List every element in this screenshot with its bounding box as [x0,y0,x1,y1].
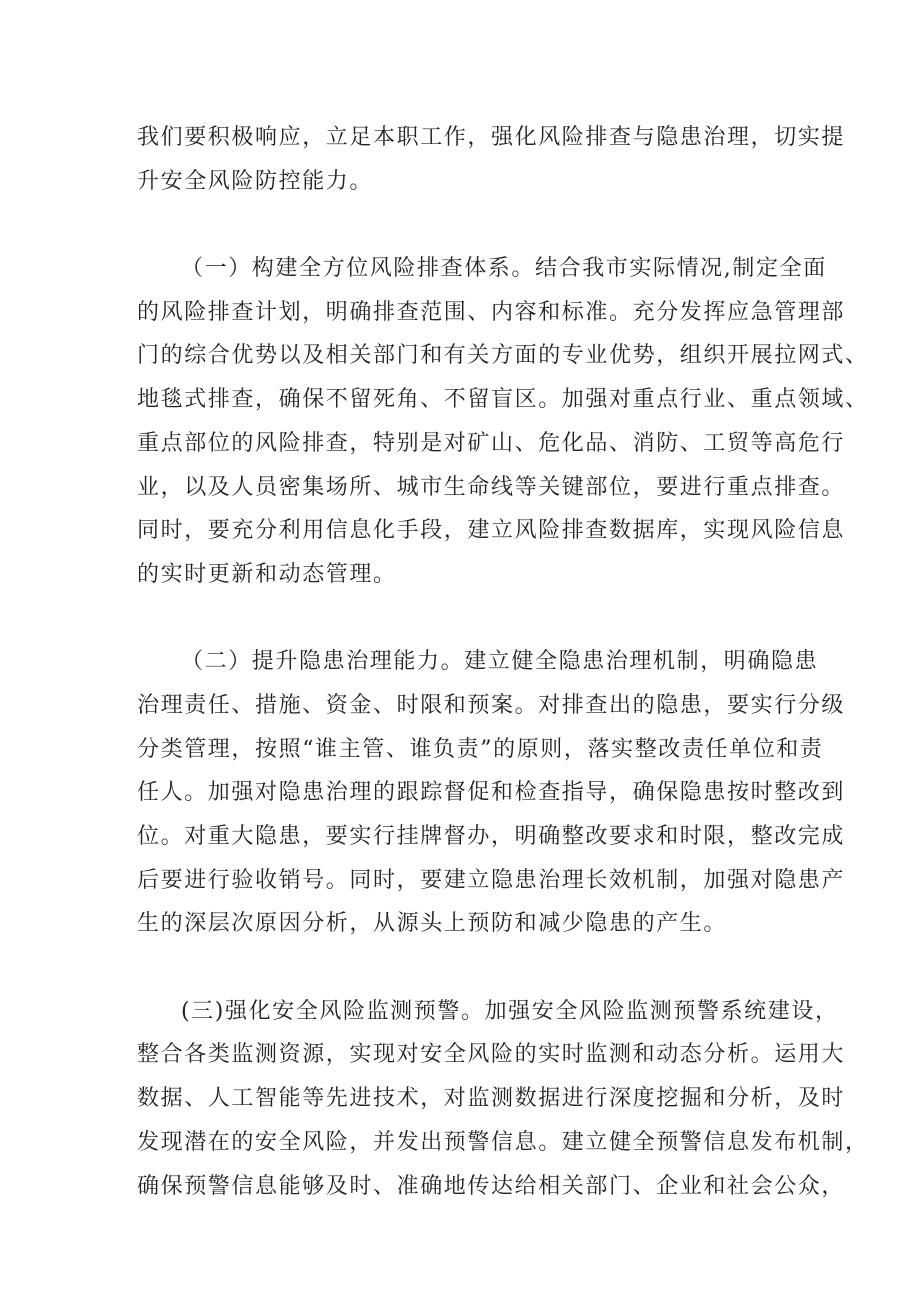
paragraph-line-first: (三)强化安全风险监测预警。加强安全风险监测预警系统建设， [181,998,839,1024]
paragraph-line: 位。对重大隐患，要实行挂牌督办，明确整改要求和时限，整改完成 [137,824,846,849]
paragraph-line: 的实时更新和动态管理。 [137,561,397,587]
paragraph-line: 后要进行验收销号。同时，要建立隐患治理长效机制，加强对隐患产 [137,867,846,893]
paragraph-line: 的风险排查计划，明确排查范围、内容和标准。充分发挥应急管理部 [137,299,846,325]
paragraph-line: 业，以及人员密集场所、城市生命线等关键部位，要进行重点排查。 [137,474,846,500]
paragraph-gap [137,203,791,247]
paragraph-line-first: （一）构建全方位风险排查体系。结合我市实际情况,制定全面 [181,256,827,282]
paragraph-line: 整合各类监测资源，实现对安全风险的实时监测和动态分析。运用大 [137,1042,846,1068]
paragraph-line: 我们要积极响应，立足本职工作，强化风险排查与隐患治理，切实提 [137,125,846,150]
paragraph-gap [137,597,791,641]
paragraph-line: 发现潜在的安全风险，并发出预警信息。建立健全预警信息发布机制， [137,1129,869,1155]
section-2-paragraph [137,640,846,946]
paragraph-line: 生的深层次原因分析，从源头上预防和减少隐患的产生。 [137,911,728,937]
paragraph-line: 确保预警信息能够及时、准确地传达给相关部门、企业和社会公众， [137,1173,846,1199]
paragraph-line: 升安全风险防控能力。 [137,168,374,194]
paragraph-line: 数据、人工智能等先进技术，对监测数据进行深度挖掘和分析，及时 [137,1086,846,1112]
section-3-paragraph [137,990,869,1208]
paragraph-line: 门的综合优势以及相关部门和有关方面的专业优势，组织开展拉网式、 [137,343,869,369]
intro-paragraph [137,116,846,203]
paragraph-line: 同时，要充分利用信息化手段，建立风险排查数据库，实现风险信息 [137,518,846,544]
paragraph-line: 重点部位的风险排查，特别是对矿山、危化品、消防、工贸等高危行 [137,430,846,456]
paragraph-line: 地毯式排查，确保不留死角、不留盲区。加强对重点行业、重点领域、 [137,387,869,413]
section-1-paragraph [137,247,869,597]
document-body [137,116,869,1208]
paragraph-line-first: （二）提升隐患治理能力。建立健全隐患治理机制，明确隐患 [181,649,819,675]
paragraph-line: 分类管理，按照“谁主管、谁负责”的原则，落实整改责任单位和责 [137,736,824,762]
paragraph-line: 任人。加强对隐患治理的跟踪督促和检查指导，确保隐患按时整改到 [137,780,846,806]
paragraph-line: 治理责任、措施、资金、时限和预案。对排查出的隐患，要实行分级 [137,692,846,718]
paragraph-gap [137,946,791,990]
